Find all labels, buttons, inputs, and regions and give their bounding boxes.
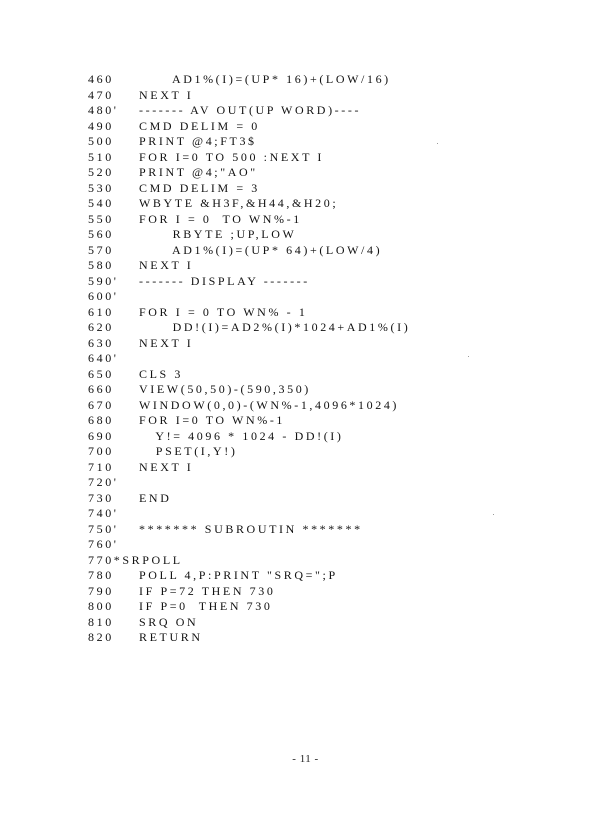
line-number: 610 xyxy=(88,304,114,319)
code-line xyxy=(88,150,588,166)
code-line xyxy=(88,522,588,538)
line-number: 470 xyxy=(88,87,114,102)
line-number: 740' xyxy=(88,506,119,520)
code-text: NEXT I xyxy=(139,335,194,350)
line-number: 640' xyxy=(88,351,119,365)
line-number: 800 xyxy=(88,599,114,613)
code-text: END xyxy=(139,490,172,505)
line-number: 510 xyxy=(88,149,114,164)
line-number: 810 xyxy=(88,614,114,629)
code-line xyxy=(88,181,588,197)
code-text: AD1%(I)=(UP* 64)+(LOW/4) xyxy=(139,242,383,257)
code-text: RETURN xyxy=(139,630,203,644)
code-line xyxy=(88,460,588,476)
code-text: PRINT @4;FT3$ xyxy=(139,134,257,148)
code-line xyxy=(88,351,588,367)
line-number: 660 xyxy=(88,382,114,396)
code-text: FOR I=0 TO 500 :NEXT I xyxy=(139,149,324,164)
code-text: NEXT I xyxy=(139,87,194,102)
code-line xyxy=(88,72,588,88)
code-line xyxy=(88,336,588,352)
line-number: 480' xyxy=(88,103,119,117)
code-listing xyxy=(88,72,588,646)
code-text: WINDOW(0,0)-(WN%-1,4096*1024) xyxy=(139,397,400,412)
line-number: 790 xyxy=(88,583,114,598)
code-text: NEXT I xyxy=(139,258,194,272)
code-line xyxy=(88,506,588,522)
code-text: ******* SUBROUTIN ******* xyxy=(139,521,363,536)
line-number: 560 xyxy=(88,227,114,241)
line-number: 590' xyxy=(88,273,119,288)
code-line xyxy=(88,243,588,259)
code-line xyxy=(88,444,588,460)
code-line xyxy=(88,475,588,491)
code-text: FOR I = 0 TO WN% - 1 xyxy=(139,304,308,319)
code-text: NEXT I xyxy=(139,459,194,474)
code-line xyxy=(88,398,588,414)
line-number: 490 xyxy=(88,118,114,133)
code-line xyxy=(88,630,588,646)
line-number: 780 xyxy=(88,568,114,582)
code-line xyxy=(88,119,588,135)
line-number: 680 xyxy=(88,413,114,427)
code-text: SRQ ON xyxy=(139,614,199,629)
scan-speck xyxy=(493,514,494,515)
scan-speck xyxy=(437,143,438,144)
code-line xyxy=(88,553,588,569)
code-text: FOR I = 0 TO WN%-1 xyxy=(139,211,302,226)
line-number: 520 xyxy=(88,165,114,179)
code-text: DD!(I)=AD2%(I)*1024+AD1%(I) xyxy=(139,320,411,334)
line-number: 690 xyxy=(88,428,114,443)
code-line xyxy=(88,165,588,181)
page-number: - 11 - xyxy=(292,753,319,765)
code-line xyxy=(88,382,588,398)
line-number: 720' xyxy=(88,475,119,489)
code-text: IF P=72 THEN 730 xyxy=(139,583,276,598)
code-line xyxy=(88,258,588,274)
code-line xyxy=(88,568,588,584)
code-line xyxy=(88,289,588,305)
code-text: AD1%(I)=(UP* 16)+(LOW/16) xyxy=(139,72,391,86)
code-line xyxy=(88,196,588,212)
line-number: 700 xyxy=(88,444,114,458)
code-line xyxy=(88,413,588,429)
code-line xyxy=(88,615,588,631)
code-text: POLL 4,P:PRINT "SRQ=";P xyxy=(139,568,338,582)
code-line xyxy=(88,88,588,104)
line-number: 730 xyxy=(88,490,114,505)
line-number: 670 xyxy=(88,397,114,412)
code-line xyxy=(88,134,588,150)
code-line xyxy=(88,305,588,321)
code-line xyxy=(88,103,588,119)
code-text: PRINT @4;"AO" xyxy=(139,165,258,179)
code-text: RBYTE ;UP,LOW xyxy=(139,227,297,241)
code-text: FOR I=0 TO WN%-1 xyxy=(139,413,286,427)
code-text: CMD DELIM = 3 xyxy=(139,180,260,195)
code-text: WBYTE &H3F,&H44,&H20; xyxy=(139,196,339,210)
line-number: 630 xyxy=(88,335,114,350)
line-number: 770*SRPOLL xyxy=(88,552,183,567)
code-text: PSET(I,Y!) xyxy=(139,444,238,458)
code-line xyxy=(88,274,588,290)
line-number: 500 xyxy=(88,134,114,148)
line-number: 550 xyxy=(88,211,114,226)
code-text: VIEW(50,50)-(590,350) xyxy=(139,382,311,396)
code-text: ------- AV OUT(UP WORD)---- xyxy=(139,103,362,117)
line-number: 620 xyxy=(88,320,114,334)
code-line xyxy=(88,584,588,600)
code-text: IF P=0 THEN 730 xyxy=(139,599,273,613)
code-line xyxy=(88,367,588,383)
line-number: 750' xyxy=(88,521,119,536)
code-line xyxy=(88,212,588,228)
line-number: 460 xyxy=(88,72,114,86)
line-number: 820 xyxy=(88,630,114,644)
line-number: 600' xyxy=(88,289,119,303)
code-line xyxy=(88,599,588,615)
code-line xyxy=(88,429,588,445)
code-line xyxy=(88,227,588,243)
code-text: Y!= 4096 * 1024 - DD!(I) xyxy=(139,428,344,443)
code-line xyxy=(88,537,588,553)
line-number: 530 xyxy=(88,180,114,195)
line-number: 580 xyxy=(88,258,114,272)
scan-speck xyxy=(468,356,469,357)
code-text: CMD DELIM = 0 xyxy=(139,118,260,133)
line-number: 570 xyxy=(88,242,114,257)
code-text: CLS 3 xyxy=(139,366,184,381)
code-line xyxy=(88,491,588,507)
code-line xyxy=(88,320,588,336)
line-number: 760' xyxy=(88,537,119,551)
code-text: ------- DISPLAY ------- xyxy=(139,273,310,288)
line-number: 650 xyxy=(88,366,114,381)
line-number: 710 xyxy=(88,459,114,474)
line-number: 540 xyxy=(88,196,114,210)
